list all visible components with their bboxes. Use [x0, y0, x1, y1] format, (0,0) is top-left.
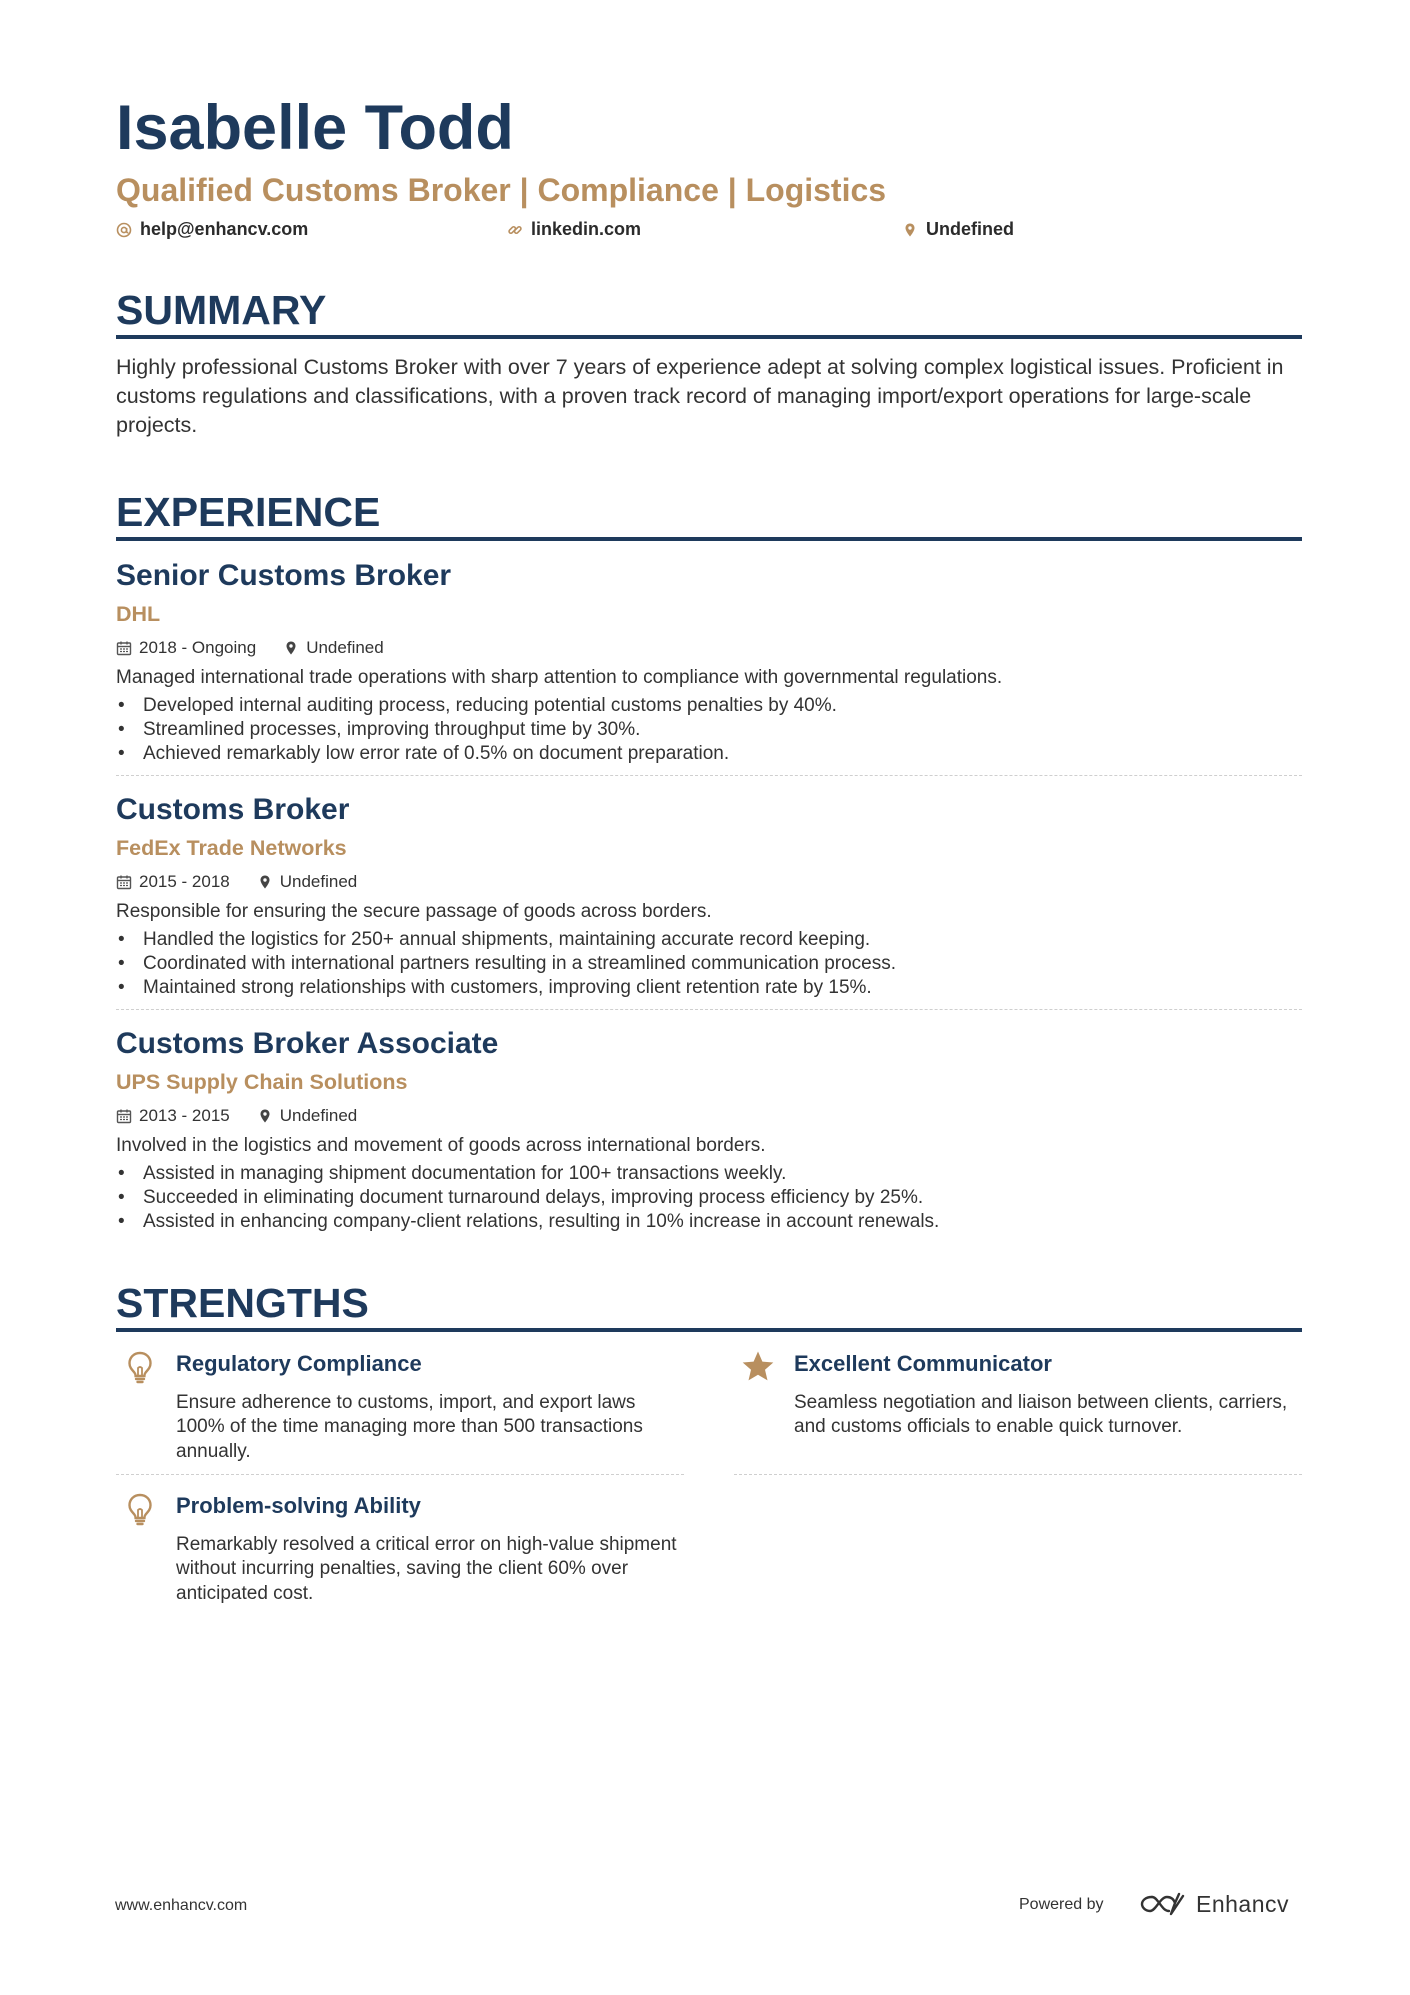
job-location — [257, 1106, 358, 1126]
map-pin-icon — [902, 222, 918, 238]
at-sign-icon — [116, 222, 132, 238]
strength-separator — [734, 1474, 1302, 1475]
job-description: Involved in the logistics and movement of goods across international borders. — [116, 1134, 766, 1156]
achievement-item: • Assisted in enhancing company-client relations, resulting in 10% increase in account renewals. — [116, 1210, 1302, 1234]
achievement-item: • Handled the logistics for 250+ annual shipments, maintaining accurate record keeping. — [116, 928, 1302, 952]
map-pin-icon — [257, 1108, 273, 1124]
job-achievements — [116, 694, 1302, 767]
experience-entry — [116, 1029, 1302, 1234]
enhancv-brand[interactable] — [1138, 1890, 1289, 1918]
strength-item — [734, 1349, 1302, 1469]
achievement-item: • Achieved remarkably low error rate of 0.5% on document preparation. — [116, 742, 1302, 766]
star-icon — [740, 1349, 776, 1385]
map-pin-icon — [283, 640, 299, 656]
achievement-item: • Coordinated with international partners resulting in a streamlined communication process. — [116, 952, 1302, 976]
contact-email-text: help@enhancv.com — [140, 219, 309, 239]
job-meta — [116, 871, 1302, 893]
experience-heading: EXPERIENCE — [116, 489, 381, 535]
job-dates-text: 2013 - 2015 — [139, 1105, 230, 1125]
strength-separator — [116, 1474, 684, 1475]
job-dates-text: 2015 - 2018 — [139, 871, 230, 891]
lightbulb-icon — [122, 1349, 158, 1385]
job-meta — [116, 1105, 1302, 1127]
job-company: FedEx Trade Networks — [116, 836, 347, 860]
job-title: Customs Broker — [116, 793, 350, 826]
contact-email[interactable] — [116, 219, 308, 240]
contact-website-text: linkedin.com — [531, 219, 642, 239]
achievement-item: • Assisted in managing shipment documentation for 100+ transactions weekly. — [116, 1162, 1302, 1186]
map-pin-icon — [257, 874, 273, 890]
job-title: Customs Broker Associate — [116, 1027, 499, 1060]
job-location — [257, 872, 358, 892]
entry-separator — [116, 775, 1302, 776]
experience-entry — [116, 795, 1302, 1000]
lightbulb-icon — [122, 1491, 158, 1527]
job-description: Responsible for ensuring the secure passage of goods across borders. — [116, 900, 712, 922]
contact-location — [902, 219, 1014, 240]
strength-description: Remarkably resolved a critical error on high-value shipment without incurring penalties, saving the client 60% over anticipated cost. — [176, 1534, 677, 1604]
job-meta — [116, 637, 1302, 659]
enhancv-brand-name: Enhancv — [1196, 1890, 1290, 1917]
calendar-icon — [116, 1108, 132, 1124]
experience-entry — [116, 561, 1302, 766]
contact-website[interactable] — [507, 219, 641, 240]
job-dates — [116, 872, 230, 892]
strength-description: Seamless negotiation and liaison between clients, carriers, and customs officials to enable quick turnover. — [794, 1392, 1288, 1438]
job-dates — [116, 638, 256, 658]
achievement-item: • Streamlined processes, improving throughput time by 30%. — [116, 718, 1302, 742]
enhancv-logo-icon — [1138, 1890, 1186, 1918]
job-company: DHL — [116, 602, 161, 626]
strength-item — [116, 1349, 684, 1469]
strength-title: Regulatory Compliance — [176, 1351, 422, 1376]
strength-title: Excellent Communicator — [794, 1351, 1052, 1376]
calendar-icon — [116, 874, 132, 890]
calendar-icon — [116, 640, 132, 656]
experience-divider — [116, 537, 1302, 541]
job-location-text: Undefined — [306, 637, 384, 657]
achievement-item: • Maintained strong relationships with customers, improving client retention rate by 15%. — [116, 976, 1302, 1000]
job-dates — [116, 1106, 230, 1126]
strength-item — [116, 1491, 684, 1611]
strengths-divider — [116, 1328, 1302, 1332]
strength-description: Ensure adherence to customs, import, and export laws 100% of the time managing more than 500 transactions annually. — [176, 1392, 643, 1462]
strengths-heading: STRENGTHS — [116, 1280, 369, 1326]
job-title: Senior Customs Broker — [116, 559, 452, 592]
link-icon — [507, 222, 523, 238]
summary-heading: SUMMARY — [116, 287, 327, 333]
job-achievements — [116, 928, 1302, 1001]
achievement-item: • Developed internal auditing process, reducing potential customs penalties by 40%. — [116, 694, 1302, 718]
summary-text: Highly professional Customs Broker with over 7 years of experience adept at solving complex logistical issues. Proficient in customs regulations and classifications, with a proven track record of managing import/export operations for large-scale projects. — [116, 355, 1284, 437]
job-achievements — [116, 1162, 1302, 1235]
summary-divider — [116, 335, 1302, 339]
achievement-item: • Succeeded in eliminating document turnaround delays, improving process efficiency by 25%. — [116, 1186, 1302, 1210]
contact-location-text: Undefined — [926, 219, 1014, 239]
powered-by-label: Powered by — [1019, 1896, 1104, 1913]
job-company: UPS Supply Chain Solutions — [116, 1070, 408, 1094]
job-location-text: Undefined — [279, 871, 358, 891]
strength-title: Problem-solving Ability — [176, 1493, 421, 1518]
job-dates-text: 2018 - Ongoing — [139, 637, 257, 657]
job-location-text: Undefined — [279, 1105, 358, 1125]
job-description: Managed international trade operations with sharp attention to compliance with governmental regulations. — [116, 666, 1003, 688]
entry-separator — [116, 1009, 1302, 1010]
footer-website-link[interactable]: www.enhancv.com — [115, 1897, 248, 1914]
job-location — [283, 638, 384, 658]
contact-row — [116, 219, 1302, 243]
candidate-name: Isabelle Todd — [116, 93, 514, 163]
candidate-headline: Qualified Customs Broker | Compliance | Logistics — [116, 172, 887, 208]
